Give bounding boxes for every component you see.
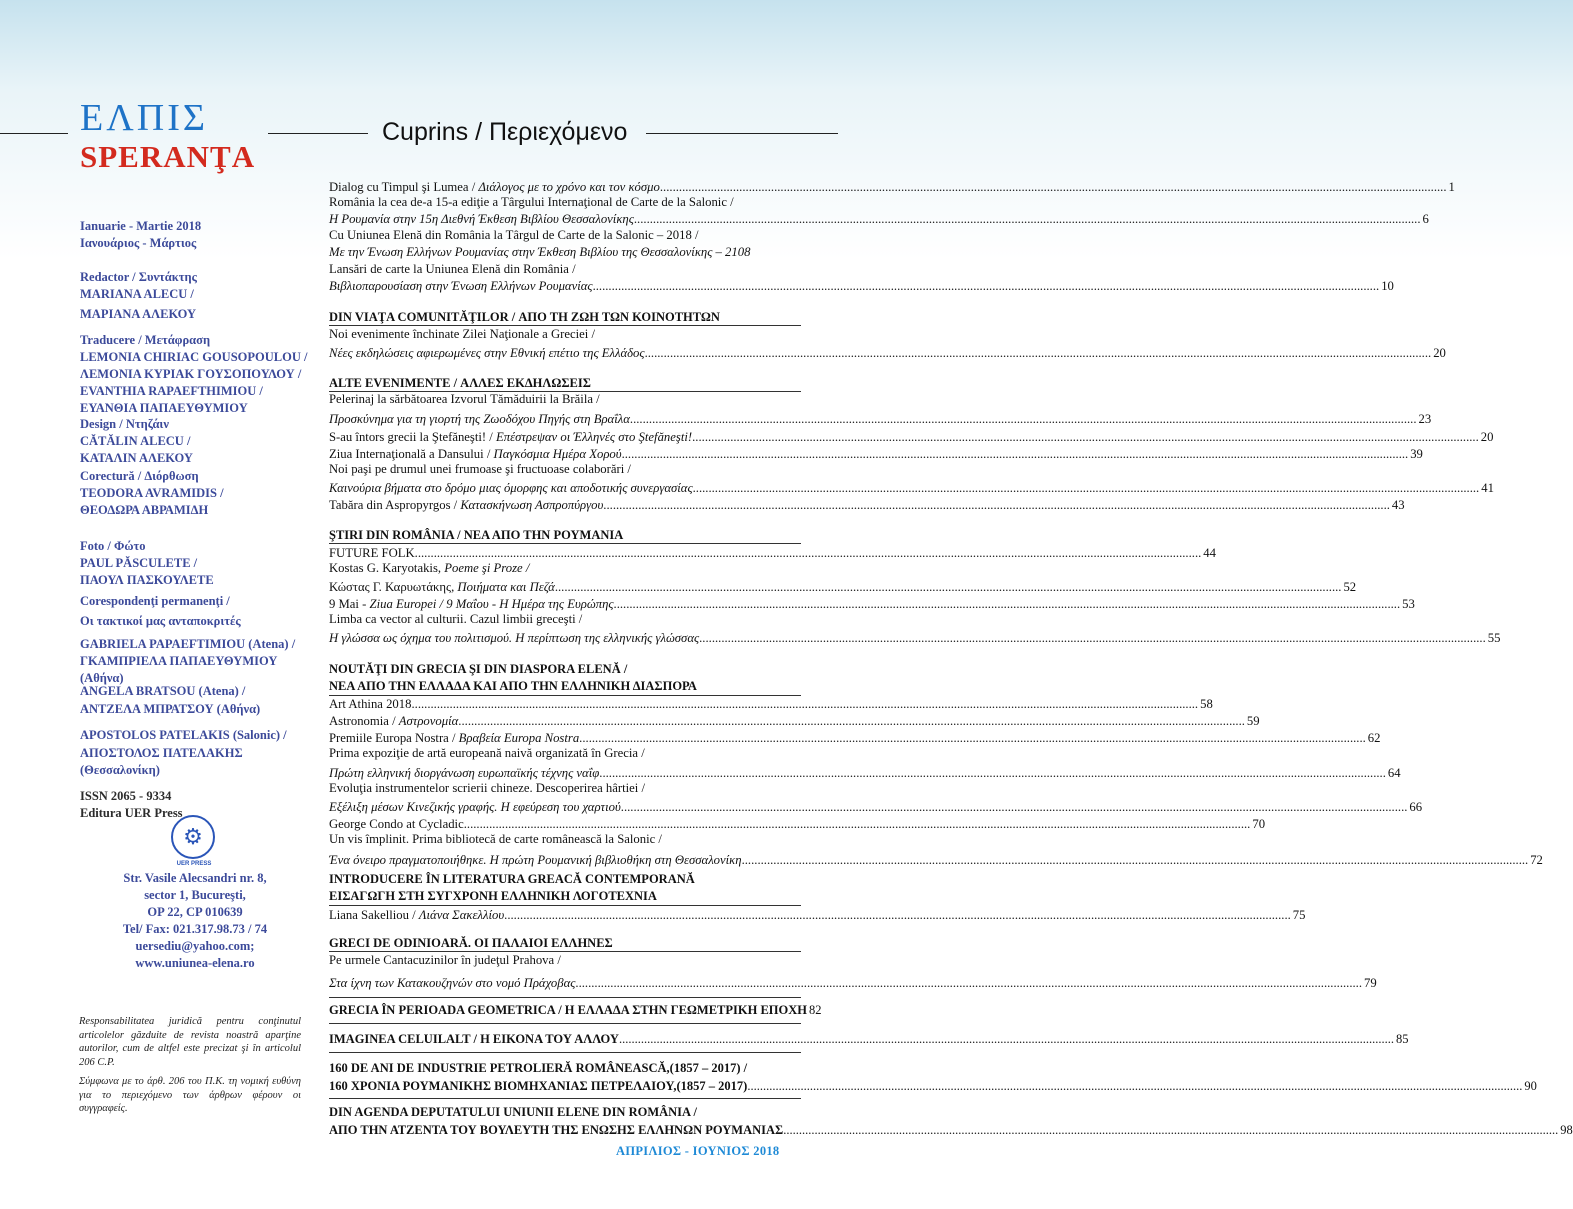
toc-entry-title-gr: Η γλώσσα ως όχημα του πολιτισμού. Η περίπτωση της ελληνικής γλώσσας bbox=[329, 631, 700, 645]
toc-entry-title-it: Poeme şi Proze / bbox=[444, 561, 530, 575]
corespondenti-gr: Οι τακτικοί μας ανταποκριτές bbox=[80, 614, 241, 628]
section-rule bbox=[329, 997, 801, 998]
header-rule-right bbox=[646, 133, 838, 134]
toc-entry-line: România la cea de-a 15-a ediţie a Târgului Internaţional de Carte de la Salonic / bbox=[329, 195, 734, 209]
address-block bbox=[110, 870, 280, 972]
section-heading: GRECIA ÎN PERIOADA GEOMETRICA / Η ΕΛΛΑΔΑ ΣΤΗΝ ΓΕΩΜΕΤΡΙΚΗ ΕΠΟΧΗ bbox=[329, 1003, 807, 1017]
correspondent-1-gr: ΓΚΑΜΠΡΙΕΛΑ ΠΑΠΑΕΥΘΥΜΙΟΥ (Αθήνα) bbox=[80, 654, 278, 685]
section-rule bbox=[329, 951, 801, 952]
toc-entry-title-gr: Παγκόσμια Ημέρα Χορού bbox=[493, 447, 622, 461]
correspondent-2-gr: ΑΝΤΖΕΛΑ ΜΠΡΑΤΣΟΥ (Αθήνα) bbox=[80, 702, 261, 716]
toc-entry[interactable] bbox=[329, 578, 1357, 596]
toc-page-number: 90 bbox=[1524, 1079, 1537, 1093]
header-rule-middle bbox=[268, 133, 368, 134]
toc-page-number: 79 bbox=[1364, 976, 1377, 990]
toc-page-number: 41 bbox=[1481, 481, 1494, 495]
foto-ro: PAUL PĂSCULETE / bbox=[80, 556, 198, 570]
toc-page-number: 10 bbox=[1381, 279, 1394, 293]
section-heading: ŞTIRI DIN ROMÂNIA / ΝΕΑ ΑΠΟ ΤΗΝ ΡΟΥΜΑΝΙΑ bbox=[329, 528, 624, 542]
toc-entry-title: Premiile Europa Nostra / bbox=[329, 731, 459, 745]
toc-entry-title: George Condo at Cycladic bbox=[329, 817, 464, 831]
toc-page-number: 64 bbox=[1387, 766, 1401, 780]
editura: Editura UER Press bbox=[80, 806, 183, 820]
toc-entry-title: Kostas G. Karyotakis, bbox=[329, 561, 445, 575]
traducere-2: ΛΕΜΟΝΙΑ ΚΥΡΙΑΚ ΓΟΥΣΟΠΟΥΛΟΥ / bbox=[80, 367, 302, 381]
section-rule bbox=[329, 1023, 801, 1024]
section-heading: 160 DE ANI DE INDUSTRIE PETROLIERĂ ROMÂNEASCĂ,(1857 – 2017) / bbox=[329, 1061, 748, 1075]
legal-notice bbox=[79, 1015, 301, 1122]
toc-entry-title-gr: Ποιήματα και Πεζά bbox=[457, 580, 555, 594]
section-heading: NOUTĂŢI DIN GRECIA ŞI DIN DIASPORA ELENĂ / bbox=[329, 662, 628, 676]
toc-entry-title: S-au întors grecii la Ştefăneşti! / bbox=[329, 430, 497, 444]
toc-page-number: 85 bbox=[1395, 1032, 1409, 1046]
issue-ro: Ianuarie - Martie 2018 bbox=[80, 219, 202, 233]
toc-entry-title: FUTURE FOLK bbox=[329, 546, 415, 560]
design-gr: ΚΑΤΑΛΙΝ ΑΛΕΚΟΥ bbox=[80, 451, 193, 465]
header-rule-left bbox=[0, 133, 68, 134]
toc-page-number: 62 bbox=[1367, 731, 1381, 745]
toc-entry-title-gr: Επέστρεψαν οι Έλληνές στο Ştefăneşti! bbox=[496, 430, 693, 444]
toc-entry[interactable] bbox=[329, 629, 1501, 647]
toc-entry-line: Noi evenimente închinate Zilei Naţionale a Greciei / bbox=[329, 327, 595, 341]
toc-entry-line: Noi paşi pe drumul unei frumoase şi fructuoase colaborări / bbox=[329, 462, 631, 476]
toc-entry-title-gr: Η Ρουμανία στην 15η Διεθνή Έκθεση Βιβλίου Θεσσαλονίκης bbox=[329, 212, 634, 226]
toc-entry[interactable] bbox=[329, 712, 1260, 730]
toc-entry[interactable] bbox=[329, 496, 1405, 514]
address-line-1: Str. Vasile Alecsandri nr. 8, bbox=[123, 871, 267, 885]
toc-page-number: 52 bbox=[1343, 580, 1357, 594]
toc-page-number: 70 bbox=[1252, 817, 1266, 831]
toc-entry[interactable] bbox=[329, 277, 1394, 295]
redactor-label: Redactor / Συντάκτης bbox=[80, 270, 197, 284]
address-line-2: sector 1, Bucureşti, bbox=[144, 888, 246, 902]
toc-entry-title-gr: Πρώτη ελληνική διοργάνωση ευρωπαϊκής τέχνης ναΐφ bbox=[329, 766, 600, 780]
toc-entry[interactable] bbox=[329, 906, 1306, 924]
toc-entry-title-gr: Στα ίχνη των Κατακουζηνών στο νομό Πράχοβας bbox=[329, 976, 576, 990]
toc-section-entry[interactable] bbox=[329, 1121, 1573, 1139]
toc-entry[interactable] bbox=[329, 851, 1543, 869]
toc-entry-title-gr: Διάλογος με το χρόνο και τον κόσμο bbox=[478, 180, 660, 194]
website-link[interactable]: www.uniunea-elena.ro bbox=[135, 956, 255, 970]
correspondent-2-ro: ANGELA BRATSOU (Atena) / bbox=[80, 684, 246, 698]
toc-page-number: 20 bbox=[1433, 346, 1446, 360]
toc-entry-title: Dialog cu Timpul şi Lumea / bbox=[329, 180, 479, 194]
toc-entry-title-gr: Ένα όνειρο πραγματοποιήθηκε. Η πρώτη Ρουμανική βιβλιοθήκη στη Θεσσαλονίκη bbox=[329, 853, 742, 867]
toc-entry[interactable] bbox=[329, 344, 1446, 362]
toc-entry-title-gr: Προσκύνημα για τη γιορτή της Ζωοδόχου Πηγής στη Βραΐλα bbox=[329, 412, 630, 426]
toc-entry-title: 9 Mai - bbox=[329, 597, 370, 611]
toc-entry-title: Liana Sakelliou / bbox=[329, 908, 419, 922]
section-heading: GRECI DE ODINIOARĂ. ΟΙ ΠΑΛΑΙΟΙ ΕΛΛΗΝΕΣ bbox=[329, 936, 613, 950]
section-heading-gr: ΑΠΟ ΤΗΝ ΑΤΖΕΝΤΑ ΤΟΥ ΒΟΥΛΕΥΤΗ ΤΗΣ ΕΝΩΣΗΣ ΕΛΛΗΝΩΝ ΡΟΥΜΑΝΙΑΣ bbox=[329, 1123, 784, 1137]
toc-entry-line: Un vis împlinit. Prima bibliotecă de carte românească la Salonic / bbox=[329, 832, 662, 846]
legal-notice-gr: Σύμφωνα με το άρθ. 206 του Π.Κ. τη νομική ευθύνη για το περιεχόμενο των άρθρων φέρουν οι συγγραφείς. bbox=[79, 1076, 301, 1114]
toc-entry[interactable] bbox=[329, 410, 1432, 428]
toc-entry-title: Tabăra din Aspropyrgos / bbox=[329, 498, 461, 512]
toc-page-number: 59 bbox=[1246, 714, 1260, 728]
corespondenti-label: Corespondenţi permanenţi / bbox=[80, 594, 230, 608]
section-heading-gr: 160 ΧΡΟΝΙΑ ΡΟΥΜΑΝΙΚΗΣ ΒΙΟΜΗΧΑΝΙΑΣ ΠΕΤΡΕΛΑΙΟΥ,(1857 – 2017) bbox=[329, 1079, 748, 1093]
toc-page-number: 75 bbox=[1292, 908, 1306, 922]
toc-entry-title-gr: Λιάνα Σακελλίου bbox=[418, 908, 505, 922]
toc-entry[interactable] bbox=[329, 974, 1377, 992]
email-link[interactable]: uersediu@yahoo.com; bbox=[135, 939, 255, 953]
design-label: Design / Ντηζάιν bbox=[80, 417, 169, 431]
section-heading: IMAGINEA CELUILALT / Η ΕΙΚΟΝΑ ΤΟΥ ΑΛΛΟΥ bbox=[329, 1032, 619, 1046]
section-heading: ALTE EVENIMENTE / ΑΛΛΕΣ ΕΚΔΗΛΩΣΕΙΣ bbox=[329, 376, 591, 390]
toc-entry-title-gr: Βραβεία Europa Nostra bbox=[458, 731, 580, 745]
toc-entry[interactable] bbox=[329, 595, 1415, 613]
toc-section-entry[interactable] bbox=[329, 1001, 822, 1019]
legal-notice-ro: Responsabilitatea juridică pentru conţinutul articolelor găzduite de revista noastră aparţine autorilor, cum de altfel este precizat şi în articolul 206 C.P. bbox=[79, 1016, 301, 1068]
toc-page-number: 66 bbox=[1409, 800, 1423, 814]
toc-entry-title-gr: Με την Ένωση Ελλήνων Ρουμανίας στην Έκθεση Βιβλίου της Θεσσαλονίκης – 2108 bbox=[329, 245, 751, 259]
section-heading-gr: ΕΙΣΑΓΩΓΗ ΣΤΗ ΣΥΓΧΡΟΝΗ ΕΛΛΗΝΙΚΗ ΛΟΓΟΤΕΧΝΙΑ bbox=[329, 889, 657, 903]
toc-entry-line: Cu Uniunea Elenă din România la Târgul de Carte de la Salonic – 2018 / bbox=[329, 228, 699, 242]
toc-entry-line: Prima expoziţie de artă europeană naivă organizată în Grecia / bbox=[329, 746, 645, 760]
toc-page-number: 53 bbox=[1402, 597, 1415, 611]
corectura-ro: TEODORA AVRAMIDIS / bbox=[80, 486, 224, 500]
toc-page-number: 23 bbox=[1418, 412, 1432, 426]
toc-page-number: 43 bbox=[1391, 498, 1405, 512]
toc-entry-title-gr: Νέες εκδηλώσεις αφιερωμένες στην Εθνική επέτιο της Ελλάδος bbox=[329, 346, 645, 360]
toc-entry[interactable] bbox=[329, 695, 1213, 713]
toc-entry-line bbox=[329, 561, 529, 576]
foto-label: Foto / Φώτο bbox=[80, 539, 146, 553]
logo-greek: ΕΛΠΙΣ bbox=[80, 97, 208, 139]
toc-entry[interactable] bbox=[329, 798, 1423, 816]
section-heading: DIN VIAŢA COMUNITĂŢILOR / ΑΠΟ ΤΗ ΖΩΗ ΤΩΝ ΚΟΙΝΟΤΗΤΩΝ bbox=[329, 310, 720, 324]
toc-entry-title-gr: Βιβλιοπαρουσίαση στην Ένωση Ελλήνων Ρουμανίας bbox=[329, 279, 593, 293]
traducere-label: Traducere / Μετάφραση bbox=[80, 333, 211, 347]
toc-page-number: 39 bbox=[1410, 447, 1423, 461]
corectura-gr: ΘΕΟΔΩΡΑ ΑΒΡΑΜΙΔΗ bbox=[80, 503, 209, 517]
correspondent-1-ro: GABRIELA PAPAEFTIMIOU (Atena) / bbox=[80, 637, 296, 651]
traducere-4: ΕΥΑΝΘΙΑ ΠΑΠΑΕΥΘΥΜΙΟΥ bbox=[80, 401, 248, 415]
toc-section-entry[interactable] bbox=[329, 1077, 1537, 1095]
toc-entry-title: Astronomia / bbox=[329, 714, 399, 728]
uer-press-logo-label: UER PRESS bbox=[176, 861, 212, 867]
toc-entry-line: Pe urmele Cantacuzinilor în judeţul Prahova / bbox=[329, 953, 561, 967]
toc-page-number: 82 bbox=[809, 1003, 822, 1017]
toc-entry[interactable] bbox=[329, 729, 1381, 747]
redactor-gr: ΜΑΡΙΑΝΑ ΑΛΕΚΟΥ bbox=[80, 307, 197, 321]
toc-entry[interactable] bbox=[329, 479, 1494, 497]
address-line-4: Tel/ Fax: 021.317.98.73 / 74 bbox=[122, 922, 268, 936]
traducere-1: LEMONIA CHIRIAC GOUSOPOULOU / bbox=[80, 350, 308, 364]
toc-page-number: 44 bbox=[1203, 546, 1216, 560]
toc-entry[interactable] bbox=[329, 210, 1429, 228]
correspondent-3-ro: APOSTOLOS PATELAKIS (Salonic) / bbox=[80, 728, 287, 742]
toc-entry[interactable] bbox=[329, 544, 1216, 562]
issn: ISSN 2065 - 9334 bbox=[80, 789, 172, 803]
toc-entry-title-gr: Κατασκήνωση Ασπροπύργου bbox=[460, 498, 604, 512]
correspondent-3-gr: ΑΠΟΣΤΟΛΟΣ ΠΑΤΕΛΑΚΗΣ (Θεσσαλονίκη) bbox=[80, 746, 243, 777]
toc-entry-line: Lansări de carte la Uniunea Elenă din România / bbox=[329, 262, 576, 276]
toc-entry-line: Evoluţia instrumentelor scrierii chineze. Descoperirea hârtiei / bbox=[329, 781, 645, 795]
section-rule bbox=[329, 325, 801, 326]
toc-entry-title-it: Ziua Europei / 9 Μαΐου - Η Ημέρα της Ευρώπης bbox=[369, 597, 614, 611]
section-rule bbox=[329, 1052, 801, 1053]
address-line-3: OP 22, CP 010639 bbox=[147, 905, 243, 919]
toc-entry-line: Limba ca vector al culturii. Cazul limbii greceşti / bbox=[329, 612, 583, 626]
issue-footer: ΑΠΡΙΛΙΟΣ - ΙΟΥΝΙΟΣ 2018 bbox=[616, 1144, 780, 1158]
toc-page-number: 1 bbox=[1448, 180, 1455, 194]
toc-entry-title-gr: Καινούρια βήματα στο δρόμο μιας όμορφης και αποδοτικής συνεργασίας bbox=[329, 481, 693, 495]
design-ro: CĂTĂLIN ALECU / bbox=[80, 434, 191, 448]
toc-entry[interactable] bbox=[329, 178, 1455, 196]
toc-entry-title: Art Athina 2018 bbox=[329, 697, 412, 711]
issue-gr: Ιανουάριος - Μάρτιος bbox=[80, 236, 197, 250]
redactor-ro: MARIANA ALECU / bbox=[80, 287, 194, 301]
logo-romanian: SPERANŢA bbox=[80, 139, 256, 174]
section-heading-gr: ΝΕΑ ΑΠΟ ΤΗΝ ΕΛΛΑΔΑ ΚΑΙ ΑΠΟ ΤΗΝ ΕΛΛΗΝΙΚΗ ΔΙΑΣΠΟΡΑ bbox=[329, 679, 697, 693]
toc-entry-title: Ziua Internaţională a Dansului / bbox=[329, 447, 494, 461]
toc-entry-title-gr: Αστρονομία bbox=[398, 714, 459, 728]
toc-page-number: 58 bbox=[1200, 697, 1213, 711]
corectura-label: Corectură / Διόρθωση bbox=[80, 469, 199, 483]
toc-section-entry[interactable] bbox=[329, 1030, 1409, 1048]
toc-entry-line: Pelerinaj la sărbătoarea Izvorul Tămăduirii la Brăila / bbox=[329, 392, 600, 406]
traducere-3: EVANTHIA RAPAEFTHIMIOU / bbox=[80, 384, 263, 398]
page-title: Cuprins / Περιεχόμενο bbox=[382, 118, 628, 146]
toc-page-number: 72 bbox=[1530, 853, 1543, 867]
uer-press-logo-icon: ⚙ bbox=[171, 815, 215, 859]
toc-entry[interactable] bbox=[329, 815, 1266, 833]
toc-entry[interactable] bbox=[329, 445, 1423, 463]
section-heading: DIN AGENDA DEPUTATULUI UNIUNII ELENE DIN ROMÂNIA / bbox=[329, 1105, 697, 1119]
toc-page-number: 20 bbox=[1480, 430, 1494, 444]
toc-entry-title: Κώστας Γ. Καρυωτάκης, bbox=[329, 580, 458, 594]
foto-gr: ΠΑΟΥΛ ΠΑΣΚΟΥΛΕΤΕ bbox=[80, 573, 214, 587]
toc-entry[interactable] bbox=[329, 428, 1494, 446]
toc-page-number: 6 bbox=[1422, 212, 1429, 226]
section-heading: INTRODUCERE ÎN LITERATURA GREACĂ CONTEMPORANĂ bbox=[329, 872, 695, 886]
toc-entry[interactable] bbox=[329, 764, 1401, 782]
section-rule bbox=[329, 1098, 801, 1099]
toc-page-number: 55 bbox=[1487, 631, 1501, 645]
toc-entry-title-gr: Εξέλιξη μέσων Κινεζικής γραφής. Η εφεύρεση του χαρτιού bbox=[329, 800, 621, 814]
toc-page-number: 98 bbox=[1560, 1123, 1573, 1137]
